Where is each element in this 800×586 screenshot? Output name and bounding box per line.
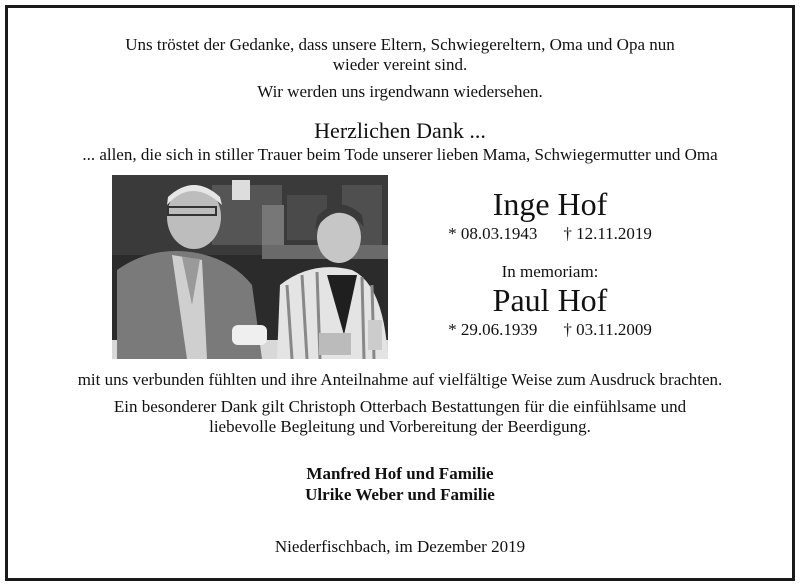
person2-death: † 03.11.2009 [563, 320, 652, 339]
person2-dates [440, 320, 660, 340]
person2-birth: * 29.06.1939 [448, 320, 538, 339]
thanks-line: ... allen, die sich in stiller Trauer beim Tode unserer lieben Mama, Schwiegermutter und Oma [82, 145, 718, 164]
person1-dates [440, 224, 660, 244]
verse-line-3: Wir werden uns irgendwann wiedersehen. [257, 82, 543, 101]
closing-line-1: mit uns verbunden fühlten und ihre Anteilnahme auf vielfältige Weise zum Ausdruck brachten. [77, 370, 723, 389]
signature-1: Manfred Hof und Familie [306, 464, 494, 483]
person1-death: † 12.11.2019 [563, 224, 652, 243]
person1-name: Inge Hof [492, 186, 608, 222]
person2-name: Paul Hof [492, 282, 608, 318]
signature-2: Ulrike Weber und Familie [305, 485, 495, 504]
couple-photo [112, 175, 388, 359]
in-memoriam-label: In memoriam: [501, 262, 599, 281]
place-date: Niederfischbach, im Dezember 2019 [274, 537, 526, 556]
person1-birth: * 08.03.1943 [448, 224, 538, 243]
verse-line-2: wieder vereint sind. [332, 55, 468, 74]
closing-line-3: liebevolle Begleitung und Vorbereitung der Beerdigung. [209, 417, 591, 436]
closing-line-2: Ein besonderer Dank gilt Christoph Otterbach Bestattungen für die einfühlsame und [113, 397, 687, 416]
thanks-heading: Herzlichen Dank ... [314, 118, 486, 143]
verse-line-1: Uns tröstet der Gedanke, dass unsere Eltern, Schwiegereltern, Oma und Opa nun [125, 35, 675, 54]
